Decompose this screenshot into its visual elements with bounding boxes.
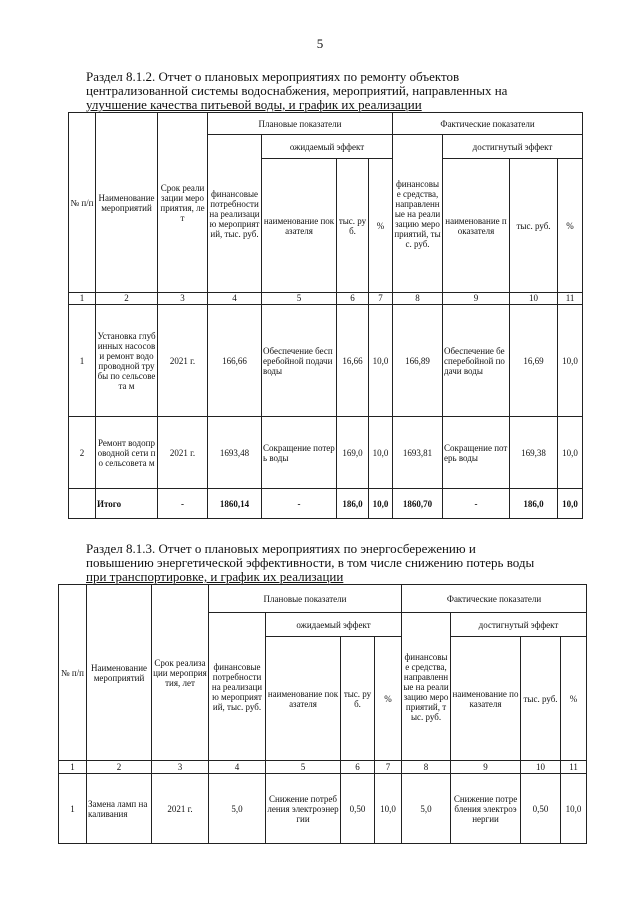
heading-line: при транспортировке, и график их реализации: [86, 569, 344, 584]
col-number: 3: [152, 761, 209, 774]
header-pct: %: [375, 637, 402, 761]
header-indicator-name: наименование показателя: [451, 637, 521, 761]
col-number: 11: [558, 293, 583, 305]
report-table-8-1-3: [58, 584, 587, 844]
total-num: [69, 489, 96, 519]
heading-line: централизованной системы водоснабжения, мероприятий, направленных на: [86, 83, 508, 98]
total-plan-pct: 10,0: [369, 489, 393, 519]
header-expected: ожидаемый эффект: [266, 613, 402, 637]
total-fact-ths: 186,0: [510, 489, 558, 519]
row-name: Замена ламп накаливания: [87, 774, 152, 844]
table-row: [59, 774, 587, 844]
row-num: 1: [69, 305, 96, 417]
col-number: 6: [341, 761, 375, 774]
col-number: 11: [561, 761, 587, 774]
total-plan-ths: 186,0: [337, 489, 369, 519]
total-label: Итого: [96, 489, 158, 519]
col-number: 1: [59, 761, 87, 774]
header-num: № п/п: [69, 113, 96, 293]
header-plan: Плановые показатели: [208, 113, 393, 135]
header-plan: Плановые показатели: [209, 585, 402, 613]
row-plan-fin: 5,0: [209, 774, 266, 844]
header-fact-fin: финансовые средства, направленные на реализацию мероприятий, тыс. руб.: [402, 613, 451, 761]
header-ths: тыс. руб.: [337, 159, 369, 293]
header-plan-fin: финансовые потребности на реализацию мероприятий, тыс. руб.: [209, 613, 266, 761]
row-plan-pct: 10,0: [369, 417, 393, 489]
row-plan-fin: 166,66: [208, 305, 262, 417]
heading-line: Раздел 8.1.2. Отчет о плановых мероприятиях по ремонту объектов: [86, 69, 460, 84]
header-pct: %: [561, 637, 587, 761]
header-fact: Фактические показатели: [402, 585, 587, 613]
row-plan-fin: 1693,48: [208, 417, 262, 489]
header-achieved: достигнутый эффект: [451, 613, 587, 637]
row-fact-fin: 5,0: [402, 774, 451, 844]
col-number: 7: [369, 293, 393, 305]
header-ths: тыс. руб.: [521, 637, 561, 761]
row-fact-ths: 0,50: [521, 774, 561, 844]
col-number: 6: [337, 293, 369, 305]
row-num: 1: [59, 774, 87, 844]
total-fact-fin: 1860,70: [393, 489, 443, 519]
header-indicator-name: наименование показателя: [262, 159, 337, 293]
col-number: 8: [402, 761, 451, 774]
col-number: 2: [87, 761, 152, 774]
col-number: 1: [69, 293, 96, 305]
col-number: 9: [443, 293, 510, 305]
col-number: 4: [209, 761, 266, 774]
col-number: 5: [266, 761, 341, 774]
row-fact-indicator: Сокращение потерь воды: [443, 417, 510, 489]
total-plan-fin: 1860,14: [208, 489, 262, 519]
section-heading-8-1-3: [86, 542, 580, 584]
col-number: 7: [375, 761, 402, 774]
row-fact-pct: 10,0: [558, 417, 583, 489]
col-number: 5: [262, 293, 337, 305]
total-plan-indicator: -: [262, 489, 337, 519]
header-name: Наименование мероприятий: [96, 113, 158, 293]
row-term: 2021 г.: [152, 774, 209, 844]
row-plan-ths: 169,0: [337, 417, 369, 489]
header-indicator-name: наименование показателя: [443, 159, 510, 293]
heading-line: улучшение качества питьевой воды, и график их реализации: [86, 97, 422, 112]
heading-line: повышению энергетической эффективности, в том числе снижению потерь воды: [86, 555, 535, 570]
header-num: № п/п: [59, 585, 87, 761]
header-achieved: достигнутый эффект: [443, 135, 583, 159]
row-fact-pct: 10,0: [561, 774, 587, 844]
row-num: 2: [69, 417, 96, 489]
row-name: Ремонт водопроводной сети по сельсовета м: [96, 417, 158, 489]
row-plan-pct: 10,0: [369, 305, 393, 417]
header-indicator-name: наименование показателя: [266, 637, 341, 761]
header-pct: %: [558, 159, 583, 293]
header-fact-fin: финансовые средства, направленные на реализацию мероприятий, тыс. руб.: [393, 135, 443, 293]
col-number: 3: [158, 293, 208, 305]
col-number: 4: [208, 293, 262, 305]
row-fact-indicator: Снижение потребления электроэнергии: [451, 774, 521, 844]
page-number: 5: [316, 36, 324, 51]
heading-line: Раздел 8.1.3. Отчет о плановых мероприятиях по энергосбережению и: [86, 541, 476, 556]
row-term: 2021 г.: [158, 305, 208, 417]
row-plan-ths: 0,50: [341, 774, 375, 844]
header-term: Срок реализации мероприятия, лет: [158, 113, 208, 293]
row-fact-ths: 169,38: [510, 417, 558, 489]
row-plan-ths: 16,66: [337, 305, 369, 417]
row-name: Установка глубинных насосов и ремонт водопроводной трубы по сельсовета м: [96, 305, 158, 417]
header-ths: тыс. руб.: [510, 159, 558, 293]
col-number: 8: [393, 293, 443, 305]
col-number: 10: [510, 293, 558, 305]
header-name: Наименование мероприятий: [87, 585, 152, 761]
header-fact: Фактические показатели: [393, 113, 583, 135]
row-term: 2021 г.: [158, 417, 208, 489]
total-term: -: [158, 489, 208, 519]
row-plan-indicator: Сокращение потерь воды: [262, 417, 337, 489]
col-number: 2: [96, 293, 158, 305]
row-fact-fin: 1693,81: [393, 417, 443, 489]
row-fact-pct: 10,0: [558, 305, 583, 417]
header-expected: ожидаемый эффект: [262, 135, 393, 159]
row-plan-indicator: Снижение потребления электроэнергии: [266, 774, 341, 844]
header-term: Срок реализации мероприятия, лет: [152, 585, 209, 761]
row-fact-ths: 16,69: [510, 305, 558, 417]
col-number: 9: [451, 761, 521, 774]
total-fact-pct: 10,0: [558, 489, 583, 519]
header-pct: %: [369, 159, 393, 293]
row-fact-fin: 166,89: [393, 305, 443, 417]
total-fact-indicator: -: [443, 489, 510, 519]
table-row: [69, 305, 583, 417]
section-heading-8-1-2: [86, 70, 580, 112]
total-row: [69, 489, 583, 519]
report-table-8-1-2: [68, 112, 583, 519]
header-ths: тыс. руб.: [341, 637, 375, 761]
header-plan-fin: финансовые потребности на реализацию мероприятий, тыс. руб.: [208, 135, 262, 293]
row-fact-indicator: Обеспечение бесперебойной подачи воды: [443, 305, 510, 417]
table-row: [69, 417, 583, 489]
row-plan-indicator: Обеспечение бесперебойной подачи воды: [262, 305, 337, 417]
row-plan-pct: 10,0: [375, 774, 402, 844]
col-number: 10: [521, 761, 561, 774]
